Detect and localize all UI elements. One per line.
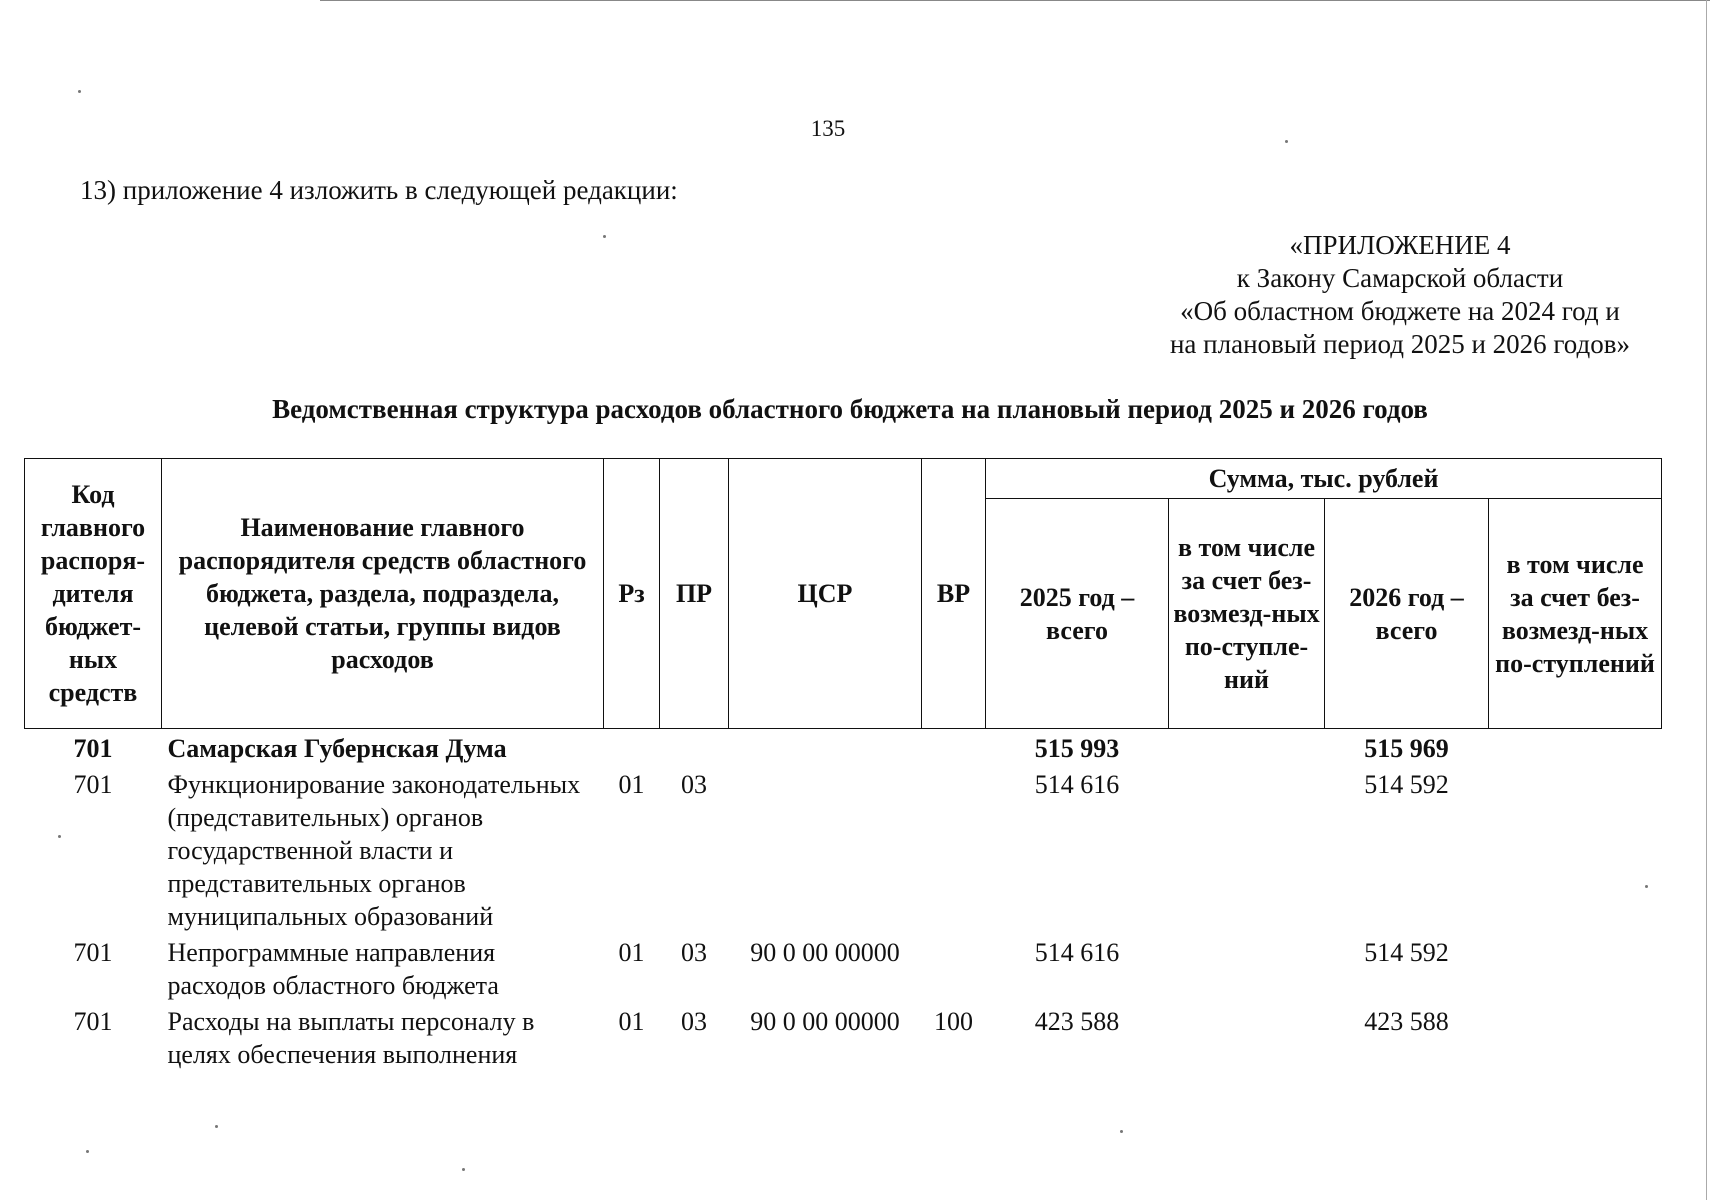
appendix-line: на плановый период 2025 и 2026 годов» xyxy=(1169,329,1631,359)
budget-table xyxy=(24,458,1662,1071)
cell-2025-gratuitous xyxy=(1169,765,1325,933)
table-header xyxy=(25,459,1662,729)
cell-2025-gratuitous xyxy=(1169,729,1325,766)
header-pr: ПР xyxy=(660,459,729,729)
cell-csr: 90 0 00 00000 xyxy=(750,1007,900,1036)
cell-name: Функционирование законодательных (представительных) органов государственной власти и представительных органов муниципальных образований xyxy=(167,770,581,931)
cell-2026-gratuitous xyxy=(1489,933,1662,1002)
appendix-header xyxy=(1090,229,1710,361)
header-rz: Рз xyxy=(604,459,660,729)
cell-code: 701 xyxy=(73,734,113,763)
table-body xyxy=(25,729,1662,1072)
page-number: 135 xyxy=(810,116,846,141)
cell-name: Непрограммные направления расходов областного бюджета xyxy=(167,938,499,1000)
cell-2026-total: 514 592 xyxy=(1364,938,1449,967)
header-name: Наименование главного распорядителя средств областного бюджета, раздела, подраздела, целевой статьи, группы видов расходов xyxy=(162,459,604,729)
cell-2025-total: 514 616 xyxy=(1034,770,1120,799)
cell-rz: 01 xyxy=(618,1007,645,1036)
document-title: Ведомственная структура расходов областного бюджета на плановый период 2025 и 2026 годов xyxy=(272,394,1428,424)
cell-csr xyxy=(729,765,922,933)
cell-2026-total: 514 592 xyxy=(1364,770,1449,799)
scan-speck xyxy=(86,1150,89,1153)
header-2025-gratuitous: в том числе за счет без-возмезд-ных по-ступле-ний xyxy=(1169,499,1325,729)
cell-pr: 03 xyxy=(681,1007,707,1036)
cell-name: Расходы на выплаты персоналу в целях обеспечения выполнения xyxy=(167,1007,535,1069)
cell-pr: 03 xyxy=(681,938,707,967)
cell-pr: 03 xyxy=(681,770,707,799)
cell-csr xyxy=(729,729,922,766)
header-2026-total: 2026 год – всего xyxy=(1325,499,1489,729)
cell-csr: 90 0 00 00000 xyxy=(750,938,900,967)
cell-2025-gratuitous xyxy=(1169,933,1325,1002)
appendix-line: «ПРИЛОЖЕНИЕ 4 xyxy=(1289,230,1511,260)
cell-vr xyxy=(922,933,986,1002)
scan-speck xyxy=(603,235,606,238)
header-2025-total: 2025 год – всего xyxy=(986,499,1169,729)
header-code: Код главного распоря-дителя бюджет-ных средств xyxy=(25,459,162,729)
header-vr: ВР xyxy=(922,459,986,729)
cell-2026-gratuitous xyxy=(1489,1002,1662,1071)
header-2026-gratuitous: в том числе за счет без-возмезд-ных по-ступлений xyxy=(1489,499,1662,729)
table-row xyxy=(25,765,1662,933)
table-row xyxy=(25,933,1662,1002)
appendix-line: к Закону Самарской области xyxy=(1236,263,1564,293)
cell-2026-gratuitous xyxy=(1489,765,1662,933)
scan-speck xyxy=(1120,1130,1123,1133)
cell-code: 701 xyxy=(73,770,113,799)
appendix-line: «Об областном бюджете на 2024 год и xyxy=(1180,296,1620,326)
scan-speck xyxy=(58,835,61,838)
amendment-instruction: 13) приложение 4 изложить в следующей редакции: xyxy=(80,175,678,205)
cell-2025-total: 514 616 xyxy=(1034,938,1120,967)
scan-right-edge xyxy=(1706,0,1707,1200)
table-row xyxy=(25,729,1662,766)
cell-code: 701 xyxy=(73,938,113,967)
cell-2026-total: 423 588 xyxy=(1364,1007,1449,1036)
cell-rz xyxy=(604,729,660,766)
cell-rz: 01 xyxy=(618,770,645,799)
header-sum-group: Сумма, тыс. рублей xyxy=(986,459,1662,499)
scan-speck xyxy=(78,90,81,93)
cell-2025-gratuitous xyxy=(1169,1002,1325,1071)
scan-speck xyxy=(1285,140,1288,143)
cell-code: 701 xyxy=(73,1007,113,1036)
scan-speck xyxy=(215,1125,218,1128)
cell-pr xyxy=(660,729,729,766)
scan-top-edge xyxy=(320,0,1710,1)
cell-2026-total: 515 969 xyxy=(1364,734,1449,763)
table-row xyxy=(25,1002,1662,1071)
scan-speck xyxy=(462,1168,465,1171)
cell-2025-total: 515 993 xyxy=(1034,734,1120,763)
cell-vr xyxy=(922,729,986,766)
cell-vr xyxy=(922,765,986,933)
cell-2026-gratuitous xyxy=(1489,729,1662,766)
cell-vr: 100 xyxy=(934,1007,973,1036)
scan-speck xyxy=(1645,885,1648,888)
cell-name: Самарская Губернская Дума xyxy=(167,734,507,763)
cell-2025-total: 423 588 xyxy=(1034,1007,1120,1036)
cell-rz: 01 xyxy=(618,938,645,967)
header-csr: ЦСР xyxy=(729,459,922,729)
